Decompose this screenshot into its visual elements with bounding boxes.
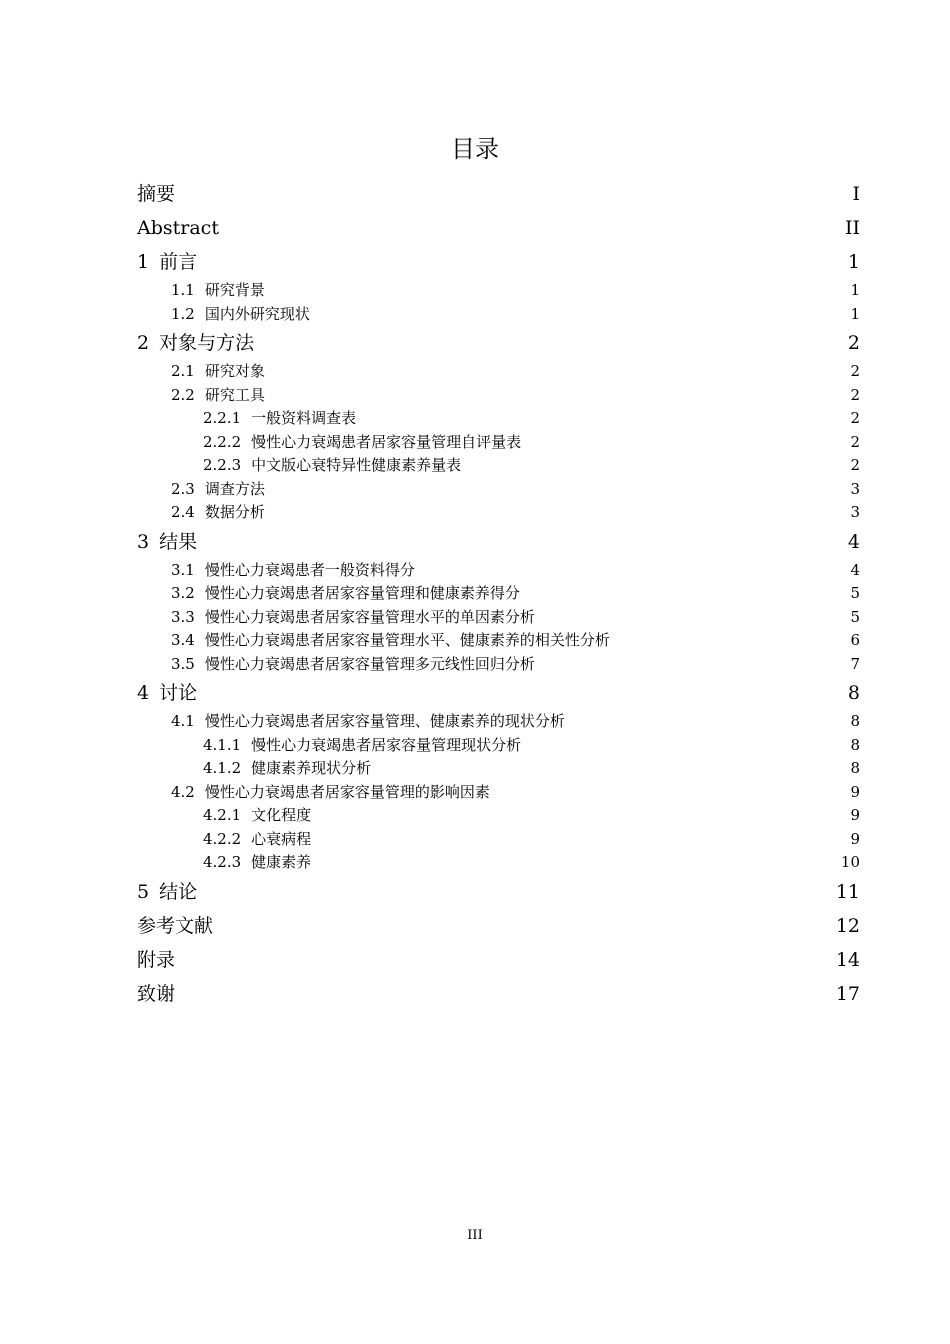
toc-entry-label: 摘要 bbox=[137, 183, 176, 205]
toc-entry[interactable] bbox=[137, 909, 860, 943]
toc-entry-label: 数据分析 bbox=[204, 503, 265, 521]
toc-title: 目录 bbox=[451, 135, 499, 163]
toc-entry[interactable] bbox=[137, 454, 860, 478]
toc-entry[interactable] bbox=[137, 943, 860, 977]
page-number: III bbox=[467, 1228, 483, 1243]
toc-entry-number: 2.2.2 bbox=[203, 432, 242, 451]
toc-entry[interactable] bbox=[137, 757, 860, 781]
toc-entry-page: 6 bbox=[850, 631, 860, 649]
toc-entry-number: 4.1 bbox=[171, 712, 195, 730]
toc-entry[interactable] bbox=[137, 629, 860, 653]
toc-entry-number: 2.1 bbox=[171, 362, 195, 380]
toc-entry-label: 前言 bbox=[159, 251, 198, 273]
toc-entry-label: 一般资料调查表 bbox=[251, 409, 357, 427]
toc-entry-label: 参考文献 bbox=[137, 914, 214, 937]
toc-entry-page: 5 bbox=[850, 607, 860, 626]
toc-entry-page: 1 bbox=[850, 304, 860, 323]
toc-entry-label: 中文版心衰特异性健康素养量表 bbox=[251, 456, 462, 474]
toc-entry-label: 研究工具 bbox=[204, 385, 265, 404]
toc-entry[interactable] bbox=[137, 525, 860, 559]
toc-entry-label: 对象与方法 bbox=[159, 332, 255, 354]
toc-entry-number: 3.2 bbox=[171, 584, 195, 602]
toc-entry[interactable] bbox=[137, 977, 860, 1011]
toc-entry-page: 7 bbox=[850, 654, 860, 673]
toc-entry-page: 4 bbox=[847, 530, 860, 553]
toc-entry-page: 1 bbox=[850, 281, 860, 299]
toc-entry-number: 2 bbox=[137, 332, 150, 354]
toc-entry-number: 4.2.3 bbox=[203, 853, 242, 871]
toc-entry-number: 2.2 bbox=[171, 385, 195, 404]
toc-entry[interactable] bbox=[137, 501, 860, 525]
toc-entry-page: 8 bbox=[850, 735, 860, 754]
toc-entry-number: 3 bbox=[137, 530, 150, 553]
toc-entry[interactable] bbox=[137, 606, 860, 630]
toc-entry[interactable] bbox=[137, 781, 860, 805]
toc-entry[interactable] bbox=[137, 360, 860, 384]
toc-entry-page: 2 bbox=[847, 332, 860, 354]
toc-entry-label: 致谢 bbox=[137, 982, 176, 1005]
toc-entry-page: 3 bbox=[850, 503, 860, 521]
toc-entry[interactable] bbox=[137, 245, 860, 279]
toc-entry-label: 研究对象 bbox=[204, 362, 265, 380]
toc-entry-page: 10 bbox=[840, 853, 860, 871]
toc-entry[interactable] bbox=[137, 710, 860, 734]
toc-entry-label: 慢性心力衰竭患者居家容量管理现状分析 bbox=[251, 735, 522, 754]
toc-entry[interactable] bbox=[137, 851, 860, 875]
toc-entry-label: 慢性心力衰竭患者居家容量管理、健康素养的现状分析 bbox=[204, 712, 565, 730]
toc-entry-page: 12 bbox=[835, 914, 860, 937]
toc-entry[interactable] bbox=[137, 279, 860, 303]
toc-entry-page: 2 bbox=[850, 432, 860, 451]
toc-entry-page: 14 bbox=[835, 948, 860, 971]
toc-entry-page: 2 bbox=[850, 362, 860, 380]
toc-entry-page: 2 bbox=[850, 385, 860, 404]
toc-entry-label: 慢性心力衰竭患者居家容量管理水平、健康素养的相关性分析 bbox=[204, 631, 610, 649]
toc-entry[interactable] bbox=[137, 177, 860, 211]
toc-entry-page: 8 bbox=[850, 712, 860, 730]
toc-entry[interactable] bbox=[137, 828, 860, 852]
toc-entry-page: 4 bbox=[850, 560, 860, 579]
toc-entry-label: 慢性心力衰竭患者居家容量管理多元线性回归分析 bbox=[204, 654, 535, 673]
toc-entry-page: I bbox=[852, 183, 860, 205]
toc-entry-number: 4.2.2 bbox=[203, 829, 242, 848]
toc-entry-number: 4.1.2 bbox=[203, 759, 242, 777]
toc-entry-number: 4 bbox=[137, 682, 150, 704]
toc-entry-page: 11 bbox=[835, 880, 860, 903]
toc-entry-page: 2 bbox=[850, 409, 860, 427]
toc-entry-page: 9 bbox=[850, 829, 860, 848]
toc-entry-page: 9 bbox=[850, 782, 860, 801]
toc-entry-page: 5 bbox=[850, 584, 860, 602]
toc-entry[interactable] bbox=[137, 676, 860, 710]
toc-entry-number: 3.3 bbox=[171, 607, 195, 626]
toc-entry-label: 健康素养现状分析 bbox=[251, 759, 372, 777]
toc-entry[interactable] bbox=[137, 559, 860, 583]
toc-entry[interactable] bbox=[137, 875, 860, 909]
toc-entry-label: 心衰病程 bbox=[251, 829, 312, 848]
toc-entry[interactable] bbox=[137, 211, 860, 245]
toc-entry-number: 1.2 bbox=[171, 304, 195, 323]
toc-entry[interactable] bbox=[137, 407, 860, 431]
toc-entry[interactable] bbox=[137, 804, 860, 828]
toc-entry-page: 8 bbox=[850, 759, 860, 777]
toc-entry[interactable] bbox=[137, 653, 860, 677]
toc-entry-number: 4.2 bbox=[171, 782, 195, 801]
toc-entry-page: 17 bbox=[835, 982, 860, 1005]
toc-entry-label: 文化程度 bbox=[251, 806, 312, 824]
toc-entry-label: 慢性心力衰竭患者居家容量管理水平的单因素分析 bbox=[204, 607, 535, 626]
toc-entry[interactable] bbox=[137, 303, 860, 327]
toc-entry-label: 慢性心力衰竭患者居家容量管理自评量表 bbox=[251, 432, 522, 451]
toc-entry-label: 慢性心力衰竭患者一般资料得分 bbox=[204, 560, 415, 579]
table-of-contents bbox=[137, 177, 860, 1011]
toc-entry-page: 2 bbox=[850, 456, 860, 474]
toc-entry-label: 研究背景 bbox=[204, 281, 265, 299]
toc-entry[interactable] bbox=[137, 734, 860, 758]
toc-entry-label: 讨论 bbox=[159, 682, 198, 704]
toc-entry-label: Abstract bbox=[137, 217, 219, 239]
toc-entry-label: 调查方法 bbox=[204, 479, 265, 498]
toc-entry-page: 1 bbox=[847, 251, 860, 273]
toc-entry-label: 结论 bbox=[159, 880, 198, 903]
toc-entry-number: 2.4 bbox=[171, 503, 195, 521]
toc-entry[interactable] bbox=[137, 582, 860, 606]
toc-entry-label: 慢性心力衰竭患者居家容量管理的影响因素 bbox=[204, 782, 490, 801]
toc-entry-number: 5 bbox=[137, 880, 150, 903]
toc-entry-number: 2.3 bbox=[171, 479, 195, 498]
toc-entry-label: 慢性心力衰竭患者居家容量管理和健康素养得分 bbox=[204, 584, 520, 602]
toc-entry-label: 附录 bbox=[137, 948, 176, 971]
toc-entry-number: 2.2.3 bbox=[203, 456, 242, 474]
toc-entry-page: 3 bbox=[850, 479, 860, 498]
toc-entry-number: 1 bbox=[137, 251, 150, 273]
toc-entry-number: 3.4 bbox=[171, 631, 195, 649]
toc-entry[interactable] bbox=[137, 384, 860, 408]
toc-entry[interactable] bbox=[137, 431, 860, 455]
toc-entry-page: 9 bbox=[850, 806, 860, 824]
toc-entry-number: 2.2.1 bbox=[203, 409, 242, 427]
toc-entry-page: 8 bbox=[847, 682, 860, 704]
toc-entry-label: 国内外研究现状 bbox=[204, 304, 310, 323]
toc-entry-number: 3.5 bbox=[171, 654, 195, 673]
toc-entry[interactable] bbox=[137, 478, 860, 502]
toc-entry-label: 结果 bbox=[159, 530, 198, 553]
toc-entry-number: 4.1.1 bbox=[203, 735, 242, 754]
toc-entry-page: II bbox=[844, 217, 860, 239]
toc-entry-number: 1.1 bbox=[171, 281, 195, 299]
toc-entry[interactable] bbox=[137, 326, 860, 360]
toc-entry-number: 4.2.1 bbox=[203, 806, 242, 824]
toc-entry-label: 健康素养 bbox=[251, 853, 312, 871]
toc-entry-number: 3.1 bbox=[171, 560, 195, 579]
